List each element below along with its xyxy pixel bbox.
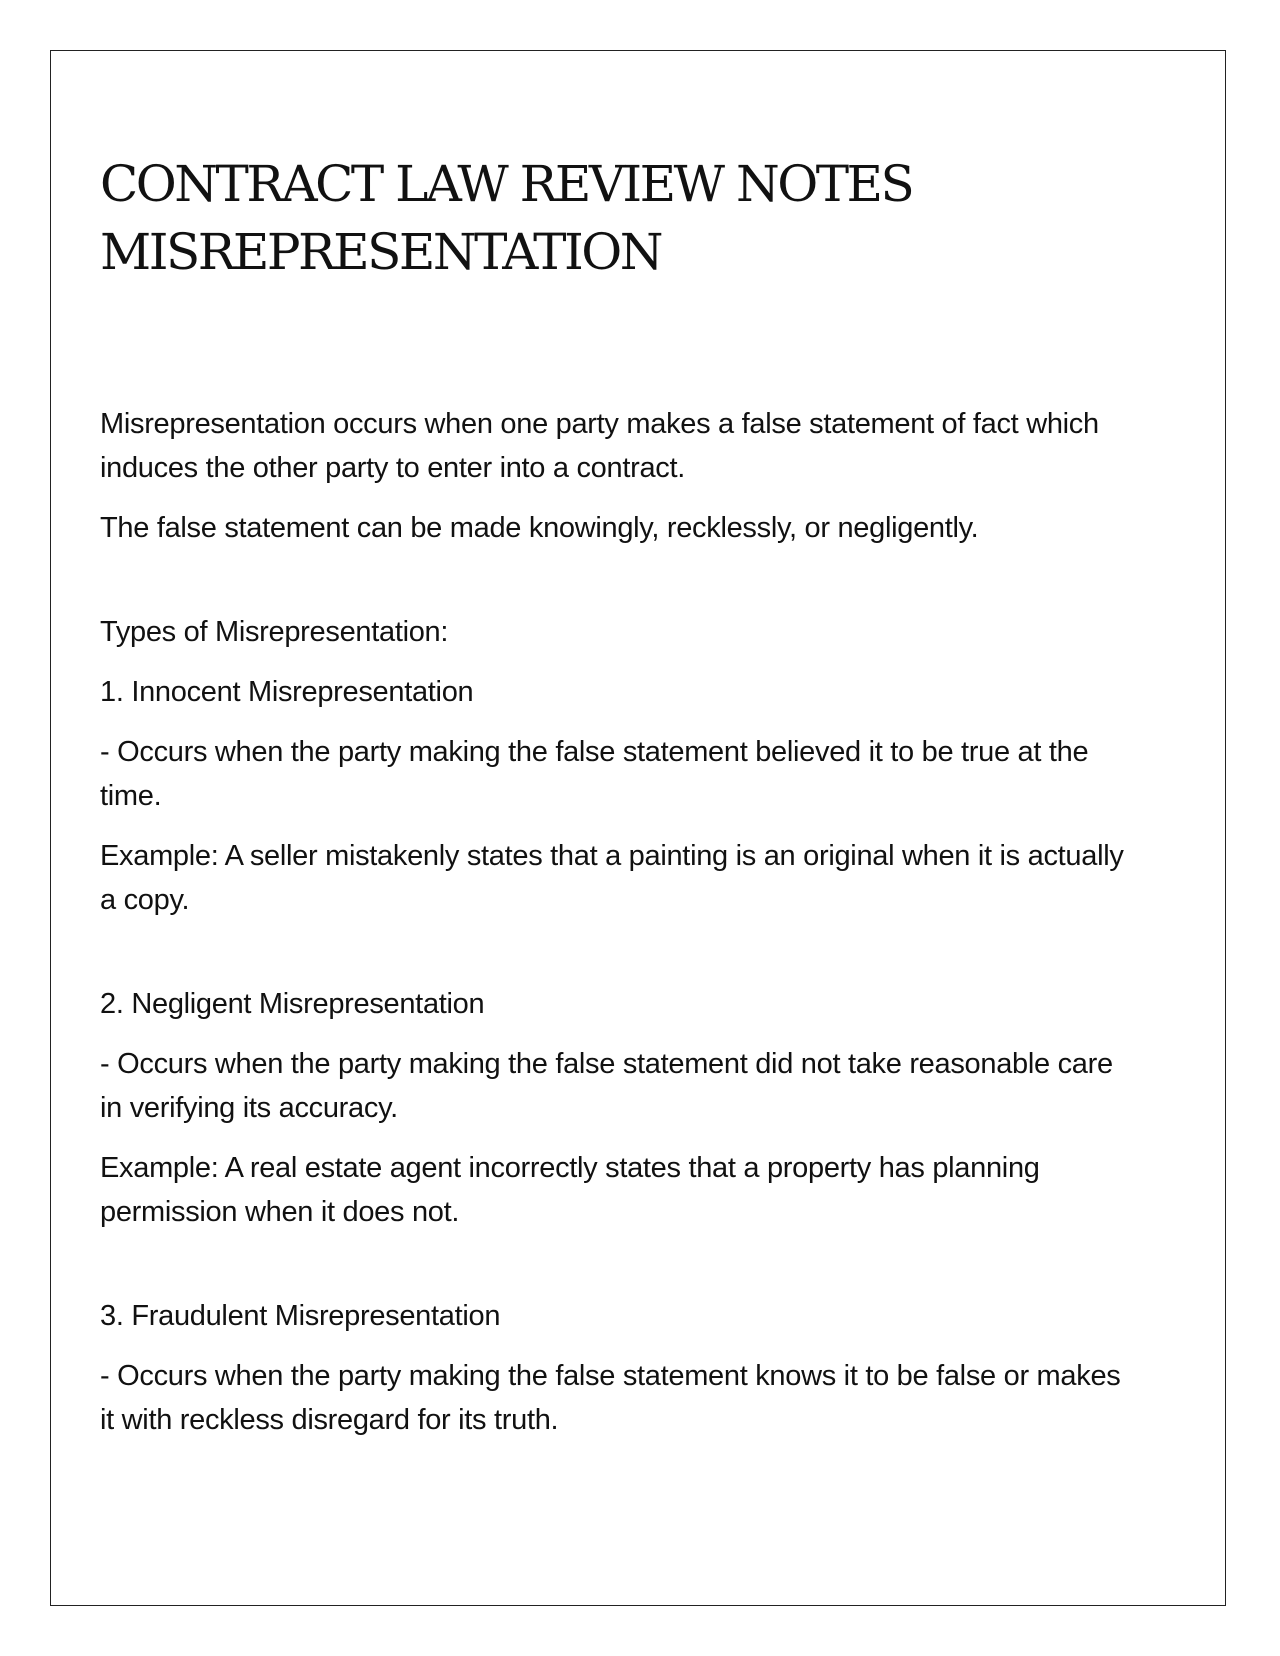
type-description-fraudulent: - Occurs when the party making the false statement knows it to be false or makes it with reckless disregard for its truth.	[100, 1360, 1121, 1436]
type-heading-fraudulent: 3. Fraudulent Misrepresentation	[100, 1300, 501, 1332]
intro-paragraph: Misrepresentation occurs when one party makes a false statement of fact which induces the other party to enter into a contract.	[100, 408, 1099, 484]
type-example-innocent: Example: A seller mistakenly states that a painting is an original when it is actually a copy.	[100, 840, 1124, 916]
type-example-negligent: Example: A real estate agent incorrectly states that a property has planning permission when it does not.	[100, 1152, 1040, 1228]
intro-paragraph-2: The false statement can be made knowingly, recklessly, or negligently.	[100, 512, 979, 544]
type-description-negligent: - Occurs when the party making the false statement did not take reasonable care in verifying its accuracy.	[100, 1048, 1113, 1124]
type-heading-innocent: 1. Innocent Misrepresentation	[100, 676, 474, 708]
document-title	[100, 150, 912, 286]
title-line-2: MISREPRESENTATION	[100, 223, 661, 281]
types-heading: Types of Misrepresentation:	[100, 616, 449, 648]
document-body	[100, 402, 1140, 1458]
type-description-innocent: - Occurs when the party making the false statement believed it to be true at the time.	[100, 736, 1089, 812]
title-line-1: CONTRACT LAW REVIEW NOTES	[100, 155, 913, 213]
type-heading-negligent: 2. Negligent Misrepresentation	[100, 988, 485, 1020]
